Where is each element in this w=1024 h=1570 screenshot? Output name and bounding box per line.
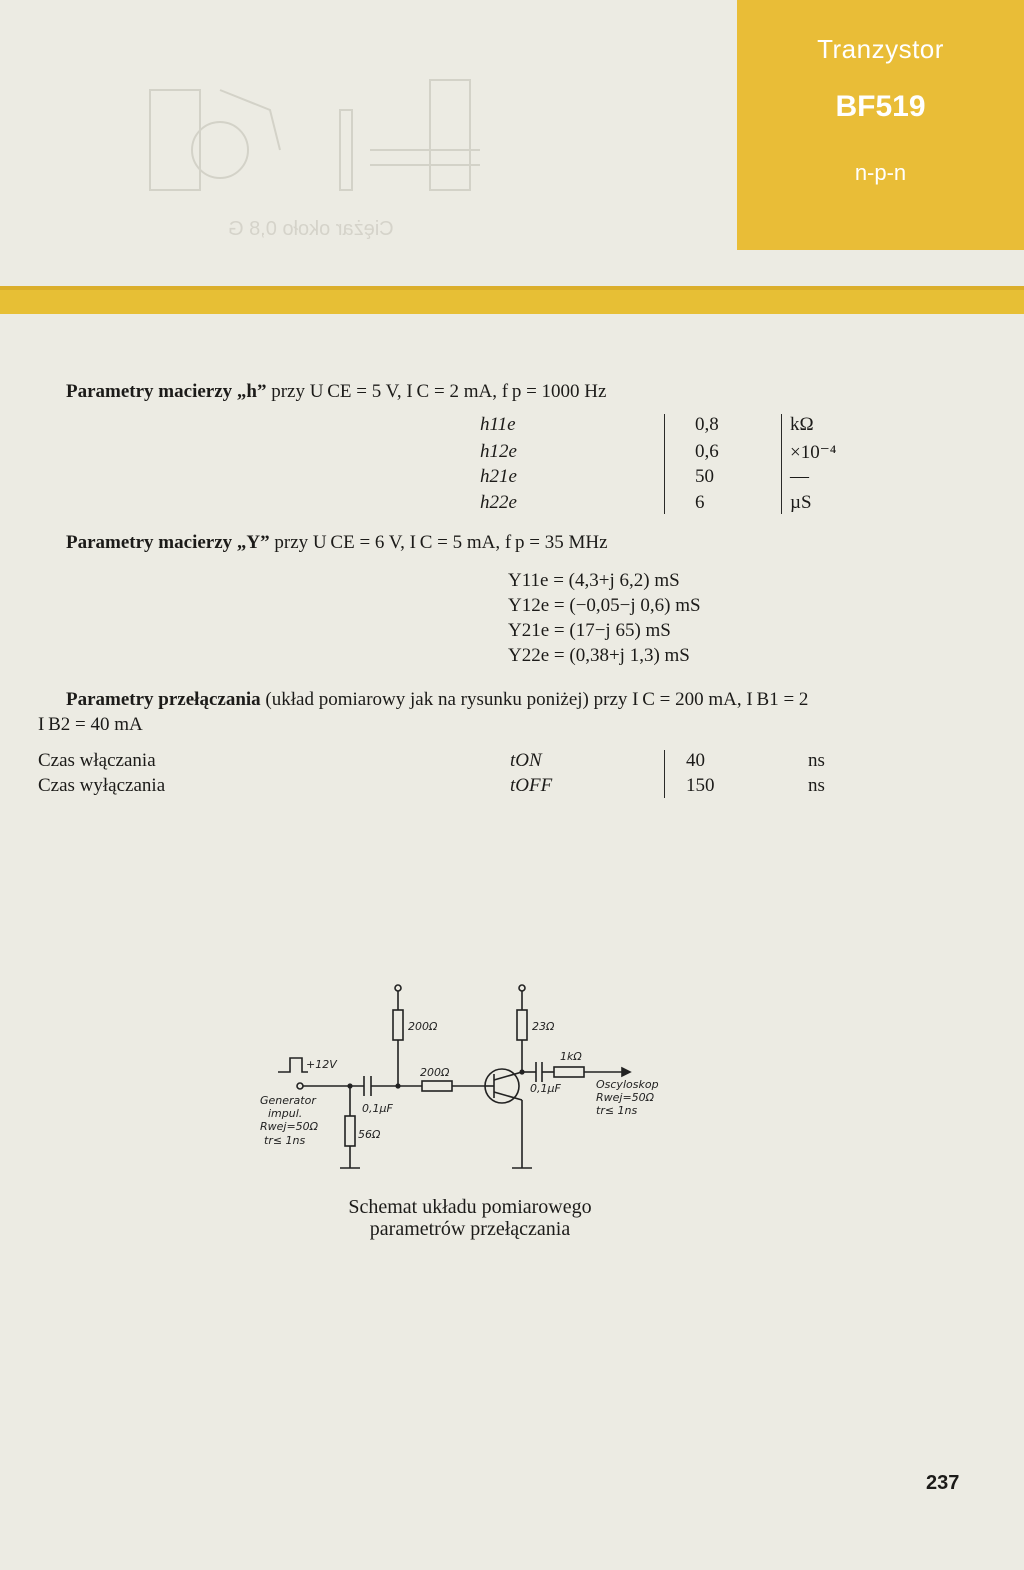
h11e-unit: kΩ <box>790 414 814 435</box>
ton-unit: ns <box>808 750 825 771</box>
label-generator-2: impul. <box>268 1107 303 1120</box>
h21e-unit: — <box>790 466 809 487</box>
schematic-caption: Schemat układu pomiarowego parametrów przełączania <box>348 1196 592 1240</box>
resistor-23 <box>517 1010 527 1040</box>
label-generator-r: Rwej=50Ω <box>260 1120 319 1133</box>
page-number: 237 <box>926 1472 960 1494</box>
device-type-label: Tranzystor <box>817 34 944 64</box>
ton-name: Czas włączania <box>38 750 156 771</box>
toff-symbol: tOFF <box>510 775 553 796</box>
label-oscilloscope-tr: tr≤ 1ns <box>596 1104 638 1117</box>
bleed-through-caption <box>228 218 394 241</box>
label-pulse: +12V <box>306 1058 337 1071</box>
label-r-series: 200Ω <box>420 1066 450 1079</box>
output-arrow <box>622 1068 630 1076</box>
switching-test-schematic <box>250 980 700 1180</box>
toff-name: Czas wyłączania <box>38 775 166 796</box>
device-polarity-label: n-p-n <box>854 160 907 185</box>
label-generator: Generator <box>260 1094 316 1107</box>
h-params-label: Parametry macierzy „h” <box>66 381 267 402</box>
toff-value: 150 <box>686 775 715 796</box>
resistor-200-top <box>393 1010 403 1040</box>
y21e-row: Y21e = (17−j 65) mS <box>508 620 671 641</box>
title-box <box>737 0 1024 250</box>
generator-terminal <box>297 1083 303 1089</box>
ton-symbol: tON <box>510 750 542 771</box>
h11e-value: 0,8 <box>695 414 719 435</box>
h12e-value: 0,6 <box>695 441 719 462</box>
pulse-symbol <box>278 1058 308 1072</box>
h12e-symbol: h12e <box>480 441 517 462</box>
ton-value: 40 <box>686 750 705 771</box>
label-cap-out: 0,1µF <box>530 1082 561 1095</box>
bleed-caption-text: Ciężar około 0,8 G <box>228 218 394 240</box>
y22e-row: Y22e = (0,38+j 1,3) mS <box>508 645 690 666</box>
label-oscilloscope: Oscyloskop <box>596 1078 659 1091</box>
resistor-56 <box>345 1116 355 1146</box>
switching-conditions-2: I B2 = 40 mA <box>38 714 143 735</box>
h-params-heading <box>66 381 606 403</box>
h-params-conditions: przy U CE = 5 V, I C = 2 mA, f p = 1000 Hz <box>271 381 607 402</box>
y-params-label: Parametry macierzy „Y” <box>66 532 270 553</box>
h21e-symbol: h21e <box>480 466 517 487</box>
h21e-value: 50 <box>695 466 714 487</box>
h22e-value: 6 <box>695 492 705 513</box>
label-r-top-right: 23Ω <box>532 1020 555 1033</box>
h-table-divider-right <box>781 414 782 514</box>
label-r-top-left: 200Ω <box>408 1020 438 1033</box>
bleed-through-package-drawing <box>140 50 520 210</box>
supply-terminal-left <box>395 985 401 991</box>
h22e-unit: µS <box>790 492 812 513</box>
switching-conditions-1: (układ pomiarowy jak na rysunku poniżej) przy I C = 200 mA, I B1 = 2 <box>265 689 809 710</box>
junction-dot-3 <box>519 1069 524 1074</box>
h-table-divider-left <box>664 414 665 514</box>
label-r-output: 1kΩ <box>560 1050 582 1063</box>
h22e-symbol: h22e <box>480 492 517 513</box>
device-model-label: BF519 <box>835 90 926 123</box>
supply-terminal-right <box>519 985 525 991</box>
y11e-row: Y11e = (4,3+j 6,2) mS <box>508 570 680 591</box>
label-generator-tr: tr≤ 1ns <box>264 1134 306 1147</box>
label-r-shunt: 56Ω <box>358 1128 381 1141</box>
switching-table-divider <box>664 750 665 798</box>
y-params-heading <box>66 532 608 554</box>
resistor-200-series <box>422 1081 452 1091</box>
label-oscilloscope-r: Rwej=50Ω <box>596 1091 655 1104</box>
resistor-1k <box>554 1067 584 1077</box>
h12e-unit: ×10⁻⁴ <box>790 442 837 463</box>
y12e-row: Y12e = (−0,05−j 0,6) mS <box>508 595 701 616</box>
junction-dot-2 <box>347 1083 352 1088</box>
toff-unit: ns <box>808 775 825 796</box>
y-params-conditions: przy U CE = 6 V, I C = 5 mA, f p = 35 MHz <box>274 532 608 553</box>
switching-heading <box>66 689 808 711</box>
yellow-band <box>0 286 1024 314</box>
label-cap-in: 0,1µF <box>362 1102 393 1115</box>
switching-label: Parametry przełączania <box>66 689 261 710</box>
junction-dot-1 <box>395 1083 400 1088</box>
h11e-symbol: h11e <box>480 414 516 435</box>
